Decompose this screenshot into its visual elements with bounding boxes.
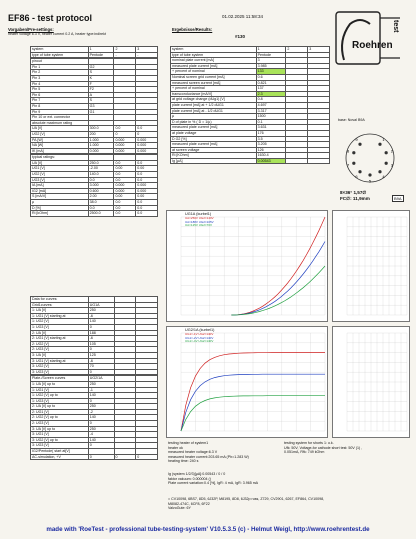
row-value: -6 <box>88 336 114 342</box>
row-value: 0.000 <box>136 137 158 143</box>
row-label: IK [mA] <box>31 148 89 154</box>
row-label: measured plate current [mA] <box>171 63 257 69</box>
row-label: 2: UG2 [V] up to <box>31 415 89 421</box>
equivalents-line: ValvoGute: 6Y <box>168 506 191 511</box>
row-value: K <box>88 75 114 81</box>
row-value: 0.00 <box>114 194 136 200</box>
row-value: 2 <box>286 47 308 53</box>
row-label: + percent of nominal <box>171 69 257 75</box>
plot1-legend-item: UA=250V UG2=140V <box>185 216 214 220</box>
row-label: type of tube system <box>31 52 89 58</box>
row-value: 140 <box>88 437 114 443</box>
row-value: 0.0 <box>114 172 136 178</box>
row-label: at screen voltage <box>171 147 257 153</box>
row-value: 1630.4 <box>256 153 286 159</box>
row-value: 3.985 <box>256 63 286 69</box>
row-label: D G2 [%] <box>171 136 257 142</box>
row-value: 140.0 <box>88 172 114 178</box>
base-label: base: Noval B9A <box>338 118 365 122</box>
row-label: Pin 10 or ext. connector <box>31 115 89 121</box>
row-label: 2: UG3 [V] <box>31 347 89 353</box>
row-label: transconductance [mA/V] <box>171 91 257 97</box>
row-value: 176 <box>256 130 286 136</box>
table-row <box>171 158 330 164</box>
row-value: G3 <box>88 103 114 109</box>
row-value: 1 <box>256 47 286 53</box>
row-label: system <box>171 47 257 53</box>
row-value: 133 <box>256 69 286 75</box>
row-value: 200 <box>88 131 114 137</box>
row-label: 1: UG3 [V] <box>31 324 89 330</box>
row-label: Ri [kOhm] <box>31 211 89 217</box>
presettings-heading: Vorgaben/Pre-settings: <box>8 27 54 32</box>
row-value: 2.3 <box>256 91 286 97</box>
row-value: 3.000 <box>88 183 114 189</box>
row-label: type of tube system <box>171 52 257 58</box>
row-value: 0 <box>88 421 114 427</box>
results-table <box>170 46 330 164</box>
base-pin-label: 7 <box>347 162 350 168</box>
plot2-legend-item: UG1=-1V UG2=140V <box>185 332 214 336</box>
grid-current-line: Ig (system 1/2/3)[µA]:0.00543 / 0 / 0 <box>168 472 226 476</box>
results-heading: Ergebnisse/Results: <box>172 27 213 32</box>
row-label: Pin 9 <box>31 109 89 115</box>
row-value: 300.0 <box>88 126 114 132</box>
base-pin <box>358 170 361 173</box>
row-label: Pin 1 <box>31 64 89 70</box>
row-value: 0.8 <box>256 97 286 103</box>
equivalents-notes <box>168 497 324 511</box>
row-label: pinout <box>31 59 89 65</box>
base-pin <box>385 151 388 154</box>
row-value: Pentode <box>88 52 114 58</box>
row-label: nominal plate current [mA] <box>171 58 257 64</box>
row-label: IG2 [mA] <box>31 188 89 194</box>
row-label: S [mA/V] <box>31 194 89 200</box>
plot2-legend <box>185 333 213 344</box>
row-label: at plate voltage <box>171 130 257 136</box>
plot2-legend-item: UG1=-4V UG2=140V <box>185 339 214 344</box>
row-value: 0.0 <box>88 205 114 211</box>
row-value: 0.0 <box>88 177 114 183</box>
heater-notes <box>168 441 249 464</box>
row-value: 0.00 <box>114 166 136 172</box>
row-label: UA [V] <box>31 126 89 132</box>
row-value: 0.0 <box>114 177 136 183</box>
base-pin-label: 8 <box>347 148 350 154</box>
row-label: Plate-/Screen curves <box>31 376 89 382</box>
row-value: UG1A <box>88 302 114 308</box>
row-value: 188 <box>88 330 114 336</box>
row-value: 0.0 <box>114 211 136 217</box>
base-pin-label: 1 <box>382 136 385 142</box>
row-label: measured plate current [mA] <box>171 142 257 148</box>
row-value: 3.631 <box>256 125 286 131</box>
row-label: 3: UG1 [V] starting at <box>31 358 89 364</box>
plate-screen-curves-plot <box>166 326 328 438</box>
row-label: measured screen current [mA] <box>171 80 257 86</box>
row-label: Data for curves: <box>31 297 89 303</box>
row-value: 250 <box>88 426 114 432</box>
row-label: Pin 8 <box>31 103 89 109</box>
base-pins <box>347 137 394 184</box>
row-value: 0.000 <box>114 148 136 154</box>
row-value: 3 <box>308 47 330 53</box>
row-value: -2.00 <box>88 166 114 172</box>
table-row <box>31 211 158 217</box>
row-label: Ri [KOhm] <box>171 153 257 159</box>
row-value: 0 <box>88 369 114 375</box>
row-value: -6 <box>88 313 114 319</box>
row-label: UA [V] <box>31 160 89 166</box>
row-value: 0 <box>114 454 136 460</box>
row-value: 0 <box>88 398 114 404</box>
row-value: 0 <box>136 454 158 460</box>
grid-current-line: Plate current variation:0.4 [%], IgR: 4 mA, IgR: 3.965 mA <box>168 481 259 486</box>
left-curves-table <box>30 296 158 460</box>
base-pin-label: 2 <box>390 148 393 154</box>
row-label: 3: UG2 [V] <box>31 364 89 370</box>
row-label: 1: UG2 [V] up to <box>31 393 89 399</box>
row-value <box>286 158 308 164</box>
row-label: at grid voltage change (dUg1) [V] <box>171 97 257 103</box>
plate-screen-curves-plot-secondary <box>332 326 410 438</box>
row-value: 0 <box>88 347 114 353</box>
row-label: PA [W] <box>31 137 89 143</box>
curve-line <box>231 266 325 315</box>
presettings-note: heater voltage 6.3 V, heater current 0.2 A, heater type:indirekt <box>8 32 106 36</box>
base-pin <box>385 162 388 165</box>
equivalents-line: = CV10098, 6BS7, 8D5, 6J32P, M8195, 8D8, 6J32p russ, Z729, CV2901, 6267, EF864, CV10098, <box>168 497 325 501</box>
row-label: 1: UA [V] up to <box>31 381 89 387</box>
row-label: D [%] <box>31 205 89 211</box>
row-value: 4.697 <box>256 102 286 108</box>
row-value: F2 <box>88 87 114 93</box>
row-value: 0.000 <box>114 137 136 143</box>
row-label: typical ratings: <box>31 155 89 161</box>
row-value: 0.0 <box>136 160 158 166</box>
row-value: 0.0 <box>136 205 158 211</box>
row-value: 0.000 <box>114 183 136 189</box>
base-pin <box>378 170 381 173</box>
row-value: 105 <box>88 341 114 347</box>
base-code: B9A <box>394 196 402 201</box>
row-value: 250 <box>88 381 114 387</box>
base-pin <box>352 162 355 165</box>
grid-current-line: faktor vakuum: 0.000004 () <box>168 476 211 481</box>
grid1-curves-plot-secondary <box>332 210 410 322</box>
row-value: 250 <box>88 308 114 314</box>
row-value: 3.205 <box>256 142 286 148</box>
row-value: 0.0 <box>114 126 136 132</box>
row-value: 0.000 <box>114 188 136 194</box>
row-value: 70 <box>88 364 114 370</box>
timestamp: 01.02.2025 11:58:34 <box>222 14 263 19</box>
logo-vertical-text: test <box>392 20 399 33</box>
row-value: - <box>114 52 136 58</box>
table-row <box>31 454 158 460</box>
row-label: AC-simulation, +V <box>31 454 89 460</box>
row-value: 3.5 <box>256 136 286 142</box>
row-value: S <box>88 70 114 76</box>
row-label: system <box>31 47 89 53</box>
row-label: Pin 3 <box>31 75 89 81</box>
row-value: 2.00 <box>88 194 114 200</box>
row-label: 3: UA [V] up to <box>31 426 89 432</box>
row-value: 0.0 <box>136 211 158 217</box>
row-value: 140 <box>88 393 114 399</box>
row-value: 0.0 <box>136 126 158 132</box>
row-label: 3: UG3 [V] <box>31 443 89 449</box>
row-value: 250.0 <box>88 160 114 166</box>
heater-note-line: measured heater voltage:6.3 V <box>168 450 218 455</box>
row-label: plate current [mA] at + 1/2 dUG1 <box>171 102 257 108</box>
heater-note-line: heating time: 240 s <box>168 459 199 464</box>
row-label: measured plate current [mA] <box>171 125 257 131</box>
heater-note-line: heater ok <box>168 445 183 450</box>
row-value: -4 <box>88 432 114 438</box>
plot1-title: UG1A (kurbel1) <box>185 212 212 216</box>
row-label: UG2 [V] <box>31 131 89 137</box>
row-label: 3: UG3 [V] <box>31 369 89 375</box>
base-pin <box>352 151 355 154</box>
row-value: 0.600 <box>88 188 114 194</box>
row-value: 1500 <box>256 114 286 120</box>
short-test-notes <box>284 441 362 455</box>
row-label: Pin 7 <box>31 98 89 104</box>
row-label: absolute maximum rating <box>31 120 89 126</box>
base-dimensions: 8×36° 1,57∅ <box>340 190 367 195</box>
heater-note-line: testing heater of system1 <box>168 441 209 445</box>
row-value <box>308 158 330 164</box>
row-label: 1: UA [V] <box>31 308 89 314</box>
row-value: 0.6 <box>256 74 286 80</box>
row-value: 0.000 <box>136 143 158 149</box>
row-value: 137 <box>256 86 286 92</box>
row-value: S <box>88 98 114 104</box>
row-value: 0.000 <box>114 143 136 149</box>
row-value: 0.821 <box>256 80 286 86</box>
row-label: NA [W] <box>31 143 89 149</box>
row-value: -6 <box>88 358 114 364</box>
row-value: 140 <box>88 415 114 421</box>
row-label: Ig [µA] <box>171 158 257 164</box>
row-label: 2: UG2 [V] <box>31 341 89 347</box>
page-title: EF86 - test protocol <box>8 13 93 23</box>
row-value: 0.1 <box>256 119 286 125</box>
row-value: G2 <box>88 64 114 70</box>
row-value: F <box>88 81 114 87</box>
roehren-logo <box>330 10 410 70</box>
row-label: plate current [mA] at - 1/2 dUG1 <box>171 108 257 114</box>
base-pin <box>368 173 371 176</box>
equivalents-line: M8082-474C, 6CF8, 6F22 <box>168 501 210 506</box>
base-spacing: FC∅: 11,9mm <box>340 196 370 201</box>
plot1-legend-item: UA=125V UG2=70V <box>185 223 213 228</box>
row-value: 0 <box>88 443 114 449</box>
row-value: A <box>88 92 114 98</box>
base-pin-label: 9 <box>355 136 358 142</box>
row-value: 2 <box>114 47 136 53</box>
row-value: 0.00 <box>136 166 158 172</box>
row-value: Pentode <box>256 52 286 58</box>
base-pin <box>358 143 361 146</box>
grid-current-notes <box>168 472 258 486</box>
row-value: 3 <box>136 47 158 53</box>
row-value: 0 <box>136 131 158 137</box>
base-pin-label: 4 <box>382 174 385 180</box>
row-value: 3.317 <box>256 108 286 114</box>
row-value: 0.0 <box>136 177 158 183</box>
row-label: 1: UG3 [V] <box>31 398 89 404</box>
plot2-legend-item: UG1=-2V UG2=140V <box>185 335 214 340</box>
row-label: µ <box>171 114 257 120</box>
short-test-line: Ufk: 50V, Voltage-for cathode short test: 50V (1) , <box>284 445 363 450</box>
row-label: Pin 4 <box>31 81 89 87</box>
row-value: 0.000 <box>136 188 158 194</box>
row-value: 0.000 <box>136 183 158 189</box>
row-value: 0 <box>88 324 114 330</box>
logo-text: Roehren <box>352 40 393 51</box>
row-label: 1: UG2 [V] <box>31 319 89 325</box>
row-value: 1.000 <box>88 137 114 143</box>
row-value: 1.000 <box>88 143 114 149</box>
row-value: 0 <box>114 131 136 137</box>
row-value: 3 <box>256 58 286 64</box>
plot1-legend <box>185 217 214 228</box>
row-label: Nominal screen grid current [mA] <box>171 74 257 80</box>
row-value: 125 <box>88 352 114 358</box>
row-value: 0.0 <box>114 205 136 211</box>
footer-credit: made with 'RoeTest - professional tube-testing-system' V10.5.3.5 (c) - Helmut Weigl, http://www.roehrentest.de <box>46 526 370 533</box>
row-label: IA [mA] <box>31 183 89 189</box>
row-label: 1: UG1 [V] starting at <box>31 313 89 319</box>
row-value: 2500.0 <box>88 211 114 217</box>
row-label: 2: UG1 [V] starting at <box>31 336 89 342</box>
row-value: 0.00 <box>136 194 158 200</box>
row-label: Pin 6 <box>31 92 89 98</box>
base-pinout-diagram <box>340 128 400 188</box>
plot2-title: UG2/1A (kurbel1) <box>185 328 215 332</box>
heater-note-line: measured heater current:203.65 mA (Ph=1.283 W) <box>168 454 249 459</box>
row-value: - <box>136 52 158 58</box>
short-test-line: testing system for shorts 1: o.k. <box>284 441 334 445</box>
row-label: 2: UG1 [V] <box>31 409 89 415</box>
grid1-curves-plot <box>166 210 328 322</box>
results-id: #130 <box>235 34 246 39</box>
row-label: 1: UG1 [V] <box>31 387 89 393</box>
plot1-legend-item: UA=188V UG2=105V <box>185 219 214 224</box>
row-value: -1 <box>88 387 114 393</box>
row-label: + percent of nominal <box>171 86 257 92</box>
row-label: Grid1curves: <box>31 302 89 308</box>
row-label: IG2/Pentode( start at[V] <box>31 449 89 455</box>
row-label: 3: UG1 [V] <box>31 432 89 438</box>
base-pin <box>378 143 381 146</box>
base-pin-label: 3 <box>390 162 393 168</box>
row-label: 2: UG3 [V] <box>31 421 89 427</box>
row-value: 38.0 <box>88 200 114 206</box>
row-label: 3: UG2 [V] up to <box>31 437 89 443</box>
row-value: 140 <box>88 319 114 325</box>
row-value: 0.0 <box>136 200 158 206</box>
row-label: 2: UA [V] <box>31 330 89 336</box>
row-value: 0.000 <box>88 148 114 154</box>
row-value: 0 <box>88 454 114 460</box>
row-label: Pin 5 <box>31 87 89 93</box>
row-label: Pin 2 <box>31 70 89 76</box>
left-parameter-table <box>30 46 158 217</box>
base-pin-label: 6 <box>355 174 358 180</box>
row-value: UG2/1A <box>88 376 114 382</box>
row-value: 126 <box>256 147 286 153</box>
base-pin-label: 5 <box>368 178 372 184</box>
row-value: -2 <box>88 409 114 415</box>
row-label: 2: UA [V] up to <box>31 404 89 410</box>
short-test-line: 0.051mA, Rfk: 749 kOhm <box>284 450 325 455</box>
row-value: 250 <box>88 404 114 410</box>
row-value: 0.0 <box>114 160 136 166</box>
row-value: 0.00543 <box>256 158 286 164</box>
row-label: D of plate in % ( D = 1/µ) <box>171 119 257 125</box>
row-value: 1 <box>88 47 114 53</box>
row-value: 0.000 <box>136 148 158 154</box>
row-label: UG3 [V] <box>31 177 89 183</box>
row-label: 3: UA [V] <box>31 352 89 358</box>
row-label: µ <box>31 200 89 206</box>
row-value: 0.0 <box>136 172 158 178</box>
row-value: 0.0 <box>114 200 136 206</box>
row-value: G1 <box>88 109 114 115</box>
row-label: UG1 [V] <box>31 166 89 172</box>
row-label: UG2 [V] <box>31 172 89 178</box>
